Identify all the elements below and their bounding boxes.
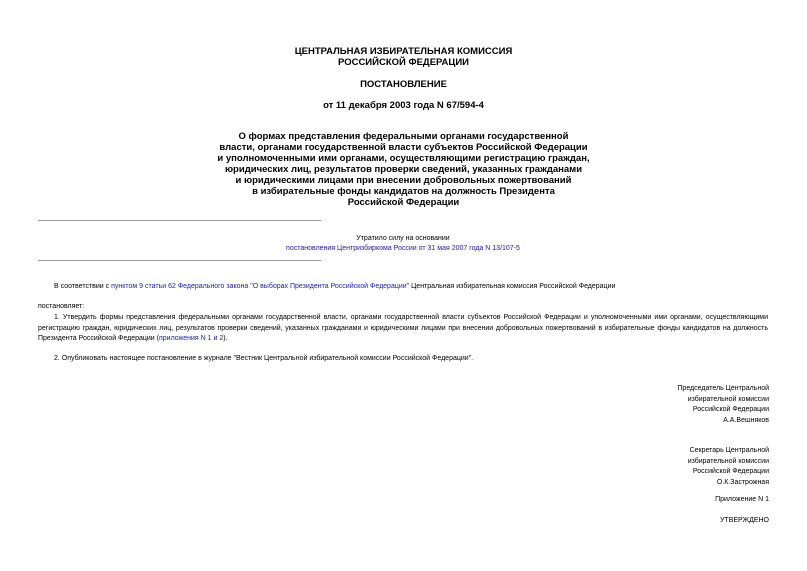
appendix-link[interactable]: приложения N 1 и 2 — [159, 335, 224, 342]
signature-line: Секретарь Центральной — [689, 447, 769, 454]
org-line-2: РОССИЙСКОЙ ФЕДЕРАЦИИ — [337, 57, 469, 68]
divider-top — [38, 220, 321, 221]
signature-name: А.А.Вешняков — [723, 416, 769, 424]
signature-line: Российской Федерации — [692, 406, 769, 413]
document-date-number — [0, 100, 807, 111]
signature-line: избирательной комиссии — [687, 395, 769, 403]
law-reference-link[interactable]: пунктом 9 статьи 62 Федерального закона "О выборах Президента Российской Федерации" — [111, 283, 410, 290]
signature-line: Председатель Центральной — [677, 385, 769, 392]
preamble-suffix: Центральная избирательная комиссия Российской Федерации — [409, 283, 616, 290]
organization-name — [0, 46, 807, 68]
title-line: власти, органами государственной власти субъектов Российской Федерации — [219, 142, 588, 153]
title-line: и юридическими лицами при внесении добровольных пожертвований — [235, 175, 572, 186]
appendix-label: Приложение N 1 — [715, 496, 769, 503]
resolves-label: постановляет: — [38, 303, 85, 310]
document-type-label: ПОСТАНОВЛЕНИЕ — [360, 79, 447, 90]
status-link-row — [38, 244, 768, 254]
title-line: юридических лиц, результатов проверки сведений, указанных гражданами — [224, 164, 583, 175]
approved-label: УТВЕРЖДЕНО — [719, 517, 769, 524]
signature-line: избирательной комиссии — [687, 457, 769, 465]
item-1-text: 1. Утвердить формы представления федеральными органами государственной власти, органами государственной власти субъектов Российской Федерации и уполномоченными ими органами, осуществляющими регистрацию граждан, юридических лиц, результатов проверки сведений, указанных гражданами и юридическими лицами при внесении добровольных пожертвований в избирательные фонды кандидатов на должность Президента Российской Федерации ( — [38, 314, 768, 342]
title-line: Российской Федерации — [347, 197, 460, 208]
signature-name: О.К.Застрожная — [716, 478, 769, 486]
signature-line: Российской Федерации — [692, 468, 769, 475]
repeal-decree-link[interactable]: постановления Центризбиркома России от 31 мая 2007 года N 13/107-5 — [286, 245, 520, 252]
secretary-signature-block — [688, 446, 769, 488]
date-number-label: от 11 декабря 2003 года N 67/594-4 — [323, 100, 484, 111]
document-type — [0, 79, 807, 90]
preamble-prefix: В соответствии с — [54, 283, 112, 290]
chair-signature-block — [677, 384, 769, 426]
status-text: Утратило силу на основании — [356, 235, 450, 242]
item-1-tail: ). — [223, 335, 228, 342]
preamble-paragraph — [38, 282, 768, 293]
document-title — [0, 131, 807, 208]
title-line: О формах представления федеральными органами государственной — [238, 131, 569, 142]
item-1-paragraph — [38, 313, 768, 345]
divider-bottom — [38, 260, 321, 261]
item-2-paragraph: 2. Опубликовать настоящее постановление в журнале "Вестник Центральной избирательной комиссии Российской Федерации". — [54, 355, 474, 362]
title-line: и уполномоченными ими органами, осуществляющими регистрацию граждан, — [217, 153, 590, 164]
title-line: в избирательные фонды кандидатов на должность Президента — [252, 186, 555, 197]
org-line-1: ЦЕНТРАЛЬНАЯ ИЗБИРАТЕЛЬНАЯ КОМИССИЯ — [294, 46, 513, 57]
